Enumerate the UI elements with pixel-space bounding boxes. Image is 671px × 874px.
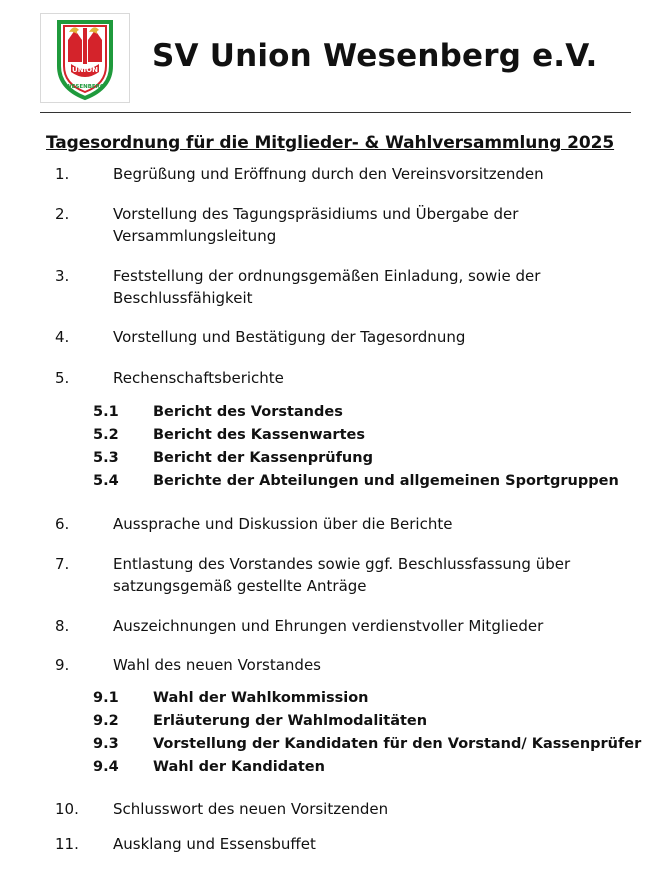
- agenda-subitem-number: 5.1: [93, 404, 119, 420]
- agenda-subitem-text: Erläuterung der Wahlmodalitäten: [153, 713, 428, 729]
- agenda-subitem-number: 5.4: [93, 473, 119, 489]
- agenda-subitem-number: 9.4: [93, 759, 119, 775]
- agenda-item-text: Vorstellung des Tagungspräsidiums und Übergabe der Versammlungsleitung: [113, 205, 519, 245]
- agenda-item-text: Vorstellung und Bestätigung der Tagesordnung: [113, 328, 466, 346]
- agenda-subitem-text: Wahl der Wahlkommission: [153, 690, 369, 706]
- agenda-item-text: Feststellung der ordnungsgemäßen Einladung, sowie der Beschlussfähigkeit: [113, 267, 541, 307]
- agenda-subitem-number: 9.2: [93, 713, 119, 729]
- agenda-subitem-text: Bericht des Kassenwartes: [153, 427, 365, 443]
- agenda-subitem-text: Wahl der Kandidaten: [153, 759, 325, 775]
- agenda-item-text: Rechenschaftsberichte: [113, 369, 284, 387]
- agenda-subitem-text: Berichte der Abteilungen und allgemeinen Sportgruppen: [153, 473, 619, 489]
- agenda-subitem-number: 5.3: [93, 450, 119, 466]
- agenda-item-number: 2.: [55, 205, 70, 223]
- agenda-subitem-text: Bericht des Vorstandes: [153, 404, 343, 420]
- agenda-item-text: Begrüßung und Eröffnung durch den Vereinsvorsitzenden: [113, 165, 544, 183]
- agenda-item-number: 3.: [55, 267, 70, 285]
- agenda-item-number: 7.: [55, 555, 70, 573]
- agenda-item-text: Wahl des neuen Vorstandes: [113, 656, 321, 674]
- agenda-subitem-number: 9.1: [93, 690, 119, 706]
- club-logo: [40, 13, 130, 103]
- agenda-item-number: 1.: [55, 165, 70, 183]
- agenda-item-number: 8.: [55, 617, 70, 635]
- club-name: SV Union Wesenberg e.V.: [152, 38, 598, 74]
- agenda-item-text: Entlastung des Vorstandes sowie ggf. Beschlussfassung über satzungsgemäß gestellte Anträge: [113, 555, 571, 595]
- agenda-item-number: 5.: [55, 369, 70, 387]
- agenda-item-text: Auszeichnungen und Ehrungen verdienstvoller Mitglieder: [113, 617, 544, 635]
- agenda-item-number: 9.: [55, 656, 70, 674]
- club-crest-icon: [41, 14, 129, 102]
- header-divider: [40, 112, 631, 113]
- logo-wesenberg-text: WESENBERG: [65, 84, 105, 90]
- agenda-item-number: 11.: [55, 835, 79, 853]
- agenda-subitem-text: Bericht der Kassenprüfung: [153, 450, 373, 466]
- agenda-title: Tagesordnung für die Mitglieder- & Wahlversammlung 2025: [46, 133, 615, 153]
- agenda-item-number: 10.: [55, 800, 79, 818]
- agenda-subitem-number: 5.2: [93, 427, 119, 443]
- agenda-subitem-number: 9.3: [93, 736, 119, 752]
- agenda-subitem-text: Vorstellung der Kandidaten für den Vorstand/ Kassenprüfer: [153, 736, 642, 752]
- agenda-item-text: Ausklang und Essensbuffet: [113, 835, 316, 853]
- agenda-item-number: 6.: [55, 515, 70, 533]
- agenda-item-text: Aussprache und Diskussion über die Berichte: [113, 515, 453, 533]
- agenda-item-text: Schlusswort des neuen Vorsitzenden: [113, 800, 389, 818]
- logo-union-text: UNION: [72, 66, 98, 74]
- agenda-item-number: 4.: [55, 328, 70, 346]
